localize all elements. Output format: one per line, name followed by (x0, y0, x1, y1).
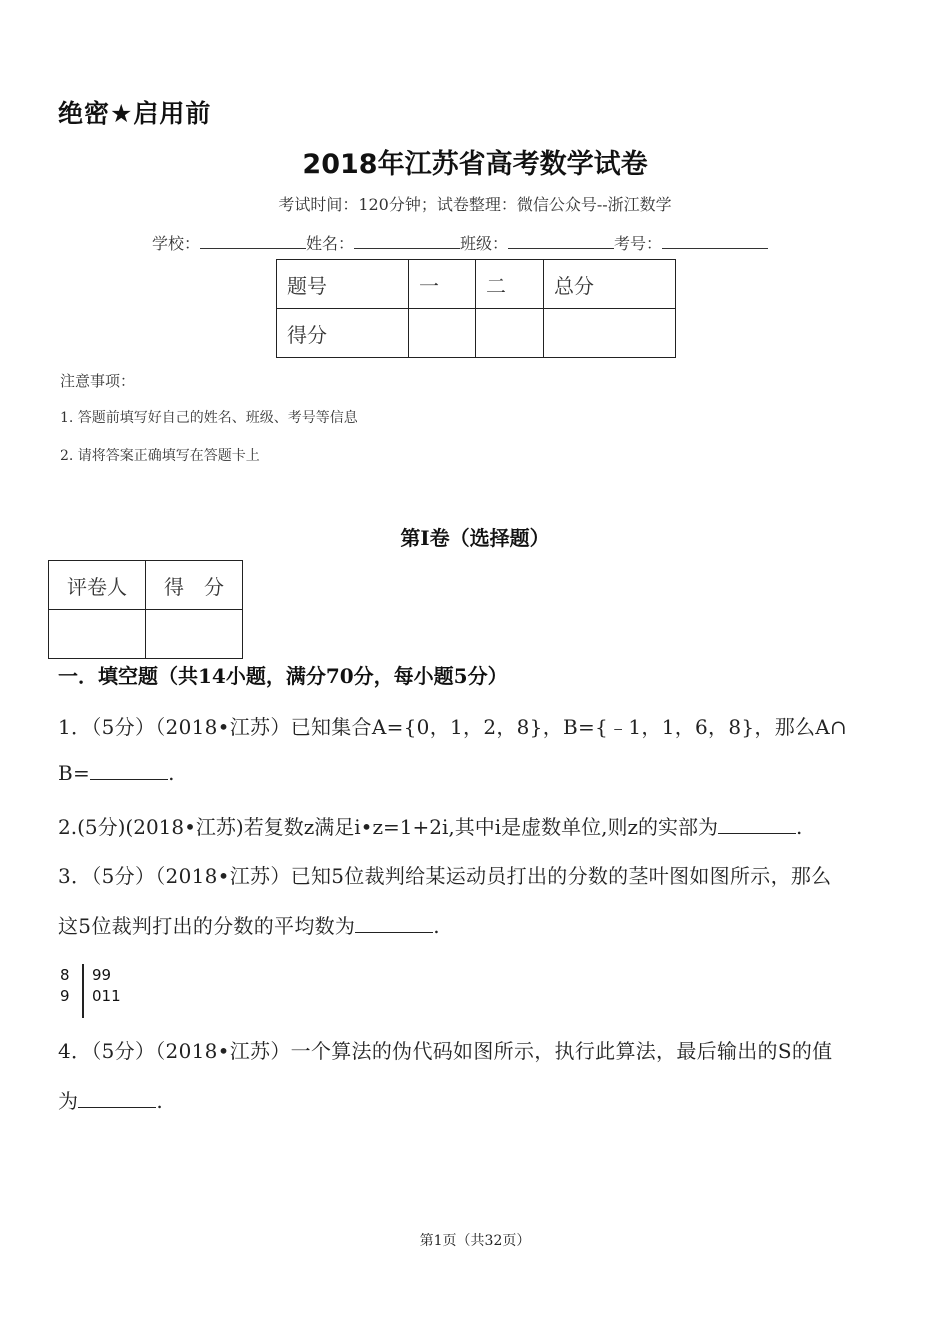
school-blank (200, 234, 306, 249)
grader-table-blank-row (49, 610, 243, 659)
name-label: 姓名： (306, 234, 355, 253)
question-3-line-1: 3．（5分）（2018•江苏）已知5位裁判给某运动员打出的分数的茎叶图如图所示，那么 (58, 864, 832, 888)
question-1-line-2 (58, 761, 175, 785)
score-cell-empty (544, 309, 676, 358)
answer-blank (90, 761, 168, 780)
score-table-header-row (277, 260, 676, 309)
end-mark: . (156, 1089, 163, 1113)
score-cell-question-no: 题号 (277, 260, 409, 309)
student-info-line (152, 231, 768, 254)
section-title: 第Ⅰ卷（选择题） (400, 526, 550, 550)
score-cell-part-1: 一 (409, 260, 476, 309)
stem-leaf-divider (82, 964, 84, 1018)
question-2-text: 2.(5分)(2018•江苏)若复数z满足i•z=1+2i,其中i是虚数单位,则z的实部为 (58, 815, 718, 839)
answer-blank (718, 815, 796, 834)
score-table (276, 259, 676, 358)
score-cell-empty (476, 309, 544, 358)
secret-label: 绝密★启用前 (58, 99, 212, 128)
score-cell-total: 总分 (544, 260, 676, 309)
exam-number-label: 考号： (614, 234, 663, 253)
class-label: 班级： (460, 234, 509, 253)
question-1-line-1: 1．（5分）（2018•江苏）已知集合A={0，1，2，8}，B={﹣1，1，6，8}，那么A∩ (58, 715, 848, 739)
grader-cell-score: 得 分 (146, 561, 243, 610)
grader-table (48, 560, 243, 659)
question-1-text: B= (58, 761, 91, 785)
question-2 (58, 811, 802, 840)
score-cell-part-2: 二 (476, 260, 544, 309)
leaf-values: 011 (92, 987, 121, 1005)
score-table-score-row (277, 309, 676, 358)
grader-cell-reviewer: 评卷人 (49, 561, 146, 610)
part-heading: 一．填空题（共14小题，满分70分，每小题5分） (58, 664, 508, 688)
question-4-line-1: 4．（5分）（2018•江苏）一个算法的伪代码如图所示，执行此算法，最后输出的S的值 (58, 1039, 833, 1063)
grader-cell-empty (146, 610, 243, 659)
question-3-text: 这5位裁判打出的分数的平均数为 (58, 914, 356, 938)
stem-value: 8 (60, 966, 70, 984)
page-title: 2018年江苏省高考数学试卷 (302, 149, 648, 180)
score-cell-score-label: 得分 (277, 309, 409, 358)
stem-leaf-plot (60, 964, 120, 1020)
question-4-line-2 (58, 1085, 163, 1114)
question-4-text: 为 (58, 1089, 79, 1113)
school-label: 学校： (152, 234, 201, 253)
note-item: 1. 答题前填写好自己的姓名、班级、考号等信息 (60, 410, 358, 426)
page-footer: 第1页（共32页） (419, 1233, 531, 1249)
grader-table-header-row (49, 561, 243, 610)
score-cell-empty (409, 309, 476, 358)
exam-subtitle: 考试时间：120分钟；试卷整理：微信公众号--浙江数学 (278, 195, 672, 214)
end-mark: . (433, 914, 440, 938)
notes-heading: 注意事项： (60, 372, 136, 390)
name-blank (354, 234, 460, 249)
grader-cell-empty (49, 610, 146, 659)
class-blank (508, 234, 614, 249)
leaf-values: 99 (92, 966, 112, 984)
stem-value: 9 (60, 987, 70, 1005)
answer-blank (355, 914, 433, 933)
exam-number-blank (662, 234, 768, 249)
answer-blank (78, 1089, 156, 1108)
question-3-line-2 (58, 910, 440, 939)
note-item: 2. 请将答案正确填写在答题卡上 (60, 448, 260, 464)
end-mark: . (796, 815, 803, 839)
end-mark: . (168, 761, 175, 785)
